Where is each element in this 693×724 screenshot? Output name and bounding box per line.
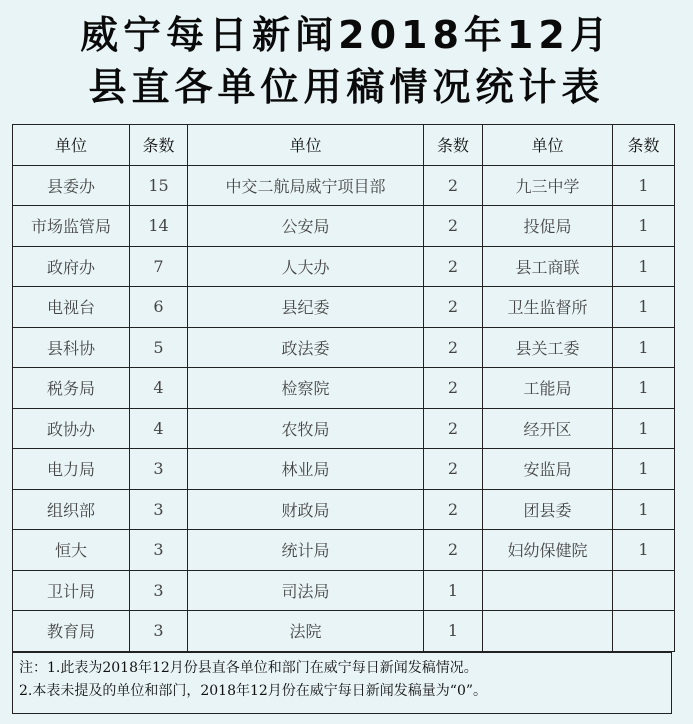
count-cell: 2 xyxy=(424,449,483,490)
unit-cell: 统计局 xyxy=(188,530,424,571)
count-cell: 3 xyxy=(130,449,188,490)
unit-cell: 税务局 xyxy=(13,368,130,409)
count-cell: 1 xyxy=(424,611,483,652)
unit-cell: 农牧局 xyxy=(188,408,424,449)
stats-table xyxy=(12,124,675,652)
count-cell: 3 xyxy=(130,530,188,571)
unit-cell: 市场监管局 xyxy=(13,206,130,247)
column-header: 条数 xyxy=(424,125,483,166)
unit-cell: 经开区 xyxy=(483,408,613,449)
count-cell: 5 xyxy=(130,327,188,368)
unit-cell: 九三中学 xyxy=(483,165,613,206)
note-line: 注：1.此表为2018年12月份县直各单位和部门在威宁每日新闻发稿情况。 xyxy=(19,660,478,676)
unit-cell: 县纪委 xyxy=(188,287,424,328)
count-cell: 2 xyxy=(424,206,483,247)
count-cell: 6 xyxy=(130,287,188,328)
table-header-row xyxy=(13,125,675,166)
count-cell: 1 xyxy=(613,327,675,368)
unit-cell: 检察院 xyxy=(188,368,424,409)
unit-cell: 工能局 xyxy=(483,368,613,409)
count-cell: 1 xyxy=(613,408,675,449)
unit-cell: 投促局 xyxy=(483,206,613,247)
unit-cell: 林业局 xyxy=(188,449,424,490)
table-row xyxy=(13,206,675,247)
column-header: 单位 xyxy=(188,125,424,166)
note-line: 2.本表未提及的单位和部门，2018年12月份在威宁每日新闻发稿量为“0”。 xyxy=(19,683,488,699)
count-cell: 4 xyxy=(130,408,188,449)
unit-cell: 县委办 xyxy=(13,165,130,206)
table-row xyxy=(13,530,675,571)
unit-cell: 电视台 xyxy=(13,287,130,328)
count-cell: 3 xyxy=(130,611,188,652)
count-cell: 3 xyxy=(130,570,188,611)
count-cell: 15 xyxy=(130,165,188,206)
page-title: 威宁每日新闻2018年12月 xyxy=(80,13,613,57)
count-cell: 4 xyxy=(130,368,188,409)
count-cell: 1 xyxy=(613,246,675,287)
count-cell: 2 xyxy=(424,246,483,287)
unit-cell: 卫生监督所 xyxy=(483,287,613,328)
unit-cell: 政协办 xyxy=(13,408,130,449)
unit-cell: 电力局 xyxy=(13,449,130,490)
count-cell xyxy=(613,611,675,652)
unit-cell: 组织部 xyxy=(13,489,130,530)
unit-cell: 教育局 xyxy=(13,611,130,652)
count-cell: 1 xyxy=(613,165,675,206)
count-cell: 2 xyxy=(424,408,483,449)
unit-cell: 中交二航局威宁项目部 xyxy=(188,165,424,206)
table-row xyxy=(13,611,675,652)
unit-cell: 妇幼保健院 xyxy=(483,530,613,571)
column-header: 条数 xyxy=(130,125,188,166)
unit-cell xyxy=(483,611,613,652)
count-cell: 2 xyxy=(424,287,483,328)
count-cell: 1 xyxy=(613,287,675,328)
table-row xyxy=(13,570,675,611)
table-row xyxy=(13,408,675,449)
unit-cell: 安监局 xyxy=(483,449,613,490)
unit-cell: 法院 xyxy=(188,611,424,652)
column-header: 单位 xyxy=(483,125,613,166)
unit-cell: 司法局 xyxy=(188,570,424,611)
count-cell: 2 xyxy=(424,368,483,409)
count-cell: 1 xyxy=(613,368,675,409)
table-row xyxy=(13,246,675,287)
table-row xyxy=(13,327,675,368)
count-cell xyxy=(613,570,675,611)
count-cell: 14 xyxy=(130,206,188,247)
table-row xyxy=(13,165,675,206)
unit-cell: 政府办 xyxy=(13,246,130,287)
column-header: 条数 xyxy=(613,125,675,166)
unit-cell: 县科协 xyxy=(13,327,130,368)
page-subtitle: 县直各单位用稿情况统计表 xyxy=(88,65,605,109)
count-cell: 2 xyxy=(424,530,483,571)
count-cell: 1 xyxy=(613,530,675,571)
count-cell: 2 xyxy=(424,489,483,530)
count-cell: 1 xyxy=(613,449,675,490)
unit-cell: 财政局 xyxy=(188,489,424,530)
unit-cell: 恒大 xyxy=(13,530,130,571)
unit-cell: 县关工委 xyxy=(483,327,613,368)
table-row xyxy=(13,368,675,409)
table-row xyxy=(13,489,675,530)
unit-cell: 人大办 xyxy=(188,246,424,287)
column-header: 单位 xyxy=(13,125,130,166)
unit-cell: 县工商联 xyxy=(483,246,613,287)
unit-cell: 团县委 xyxy=(483,489,613,530)
table-notes xyxy=(12,652,672,714)
count-cell: 1 xyxy=(613,206,675,247)
count-cell: 3 xyxy=(130,489,188,530)
unit-cell: 政法委 xyxy=(188,327,424,368)
count-cell: 2 xyxy=(424,165,483,206)
table-row xyxy=(13,449,675,490)
table-row xyxy=(13,287,675,328)
count-cell: 1 xyxy=(424,570,483,611)
count-cell: 7 xyxy=(130,246,188,287)
unit-cell xyxy=(483,570,613,611)
unit-cell: 卫计局 xyxy=(13,570,130,611)
unit-cell: 公安局 xyxy=(188,206,424,247)
count-cell: 1 xyxy=(613,489,675,530)
count-cell: 2 xyxy=(424,327,483,368)
